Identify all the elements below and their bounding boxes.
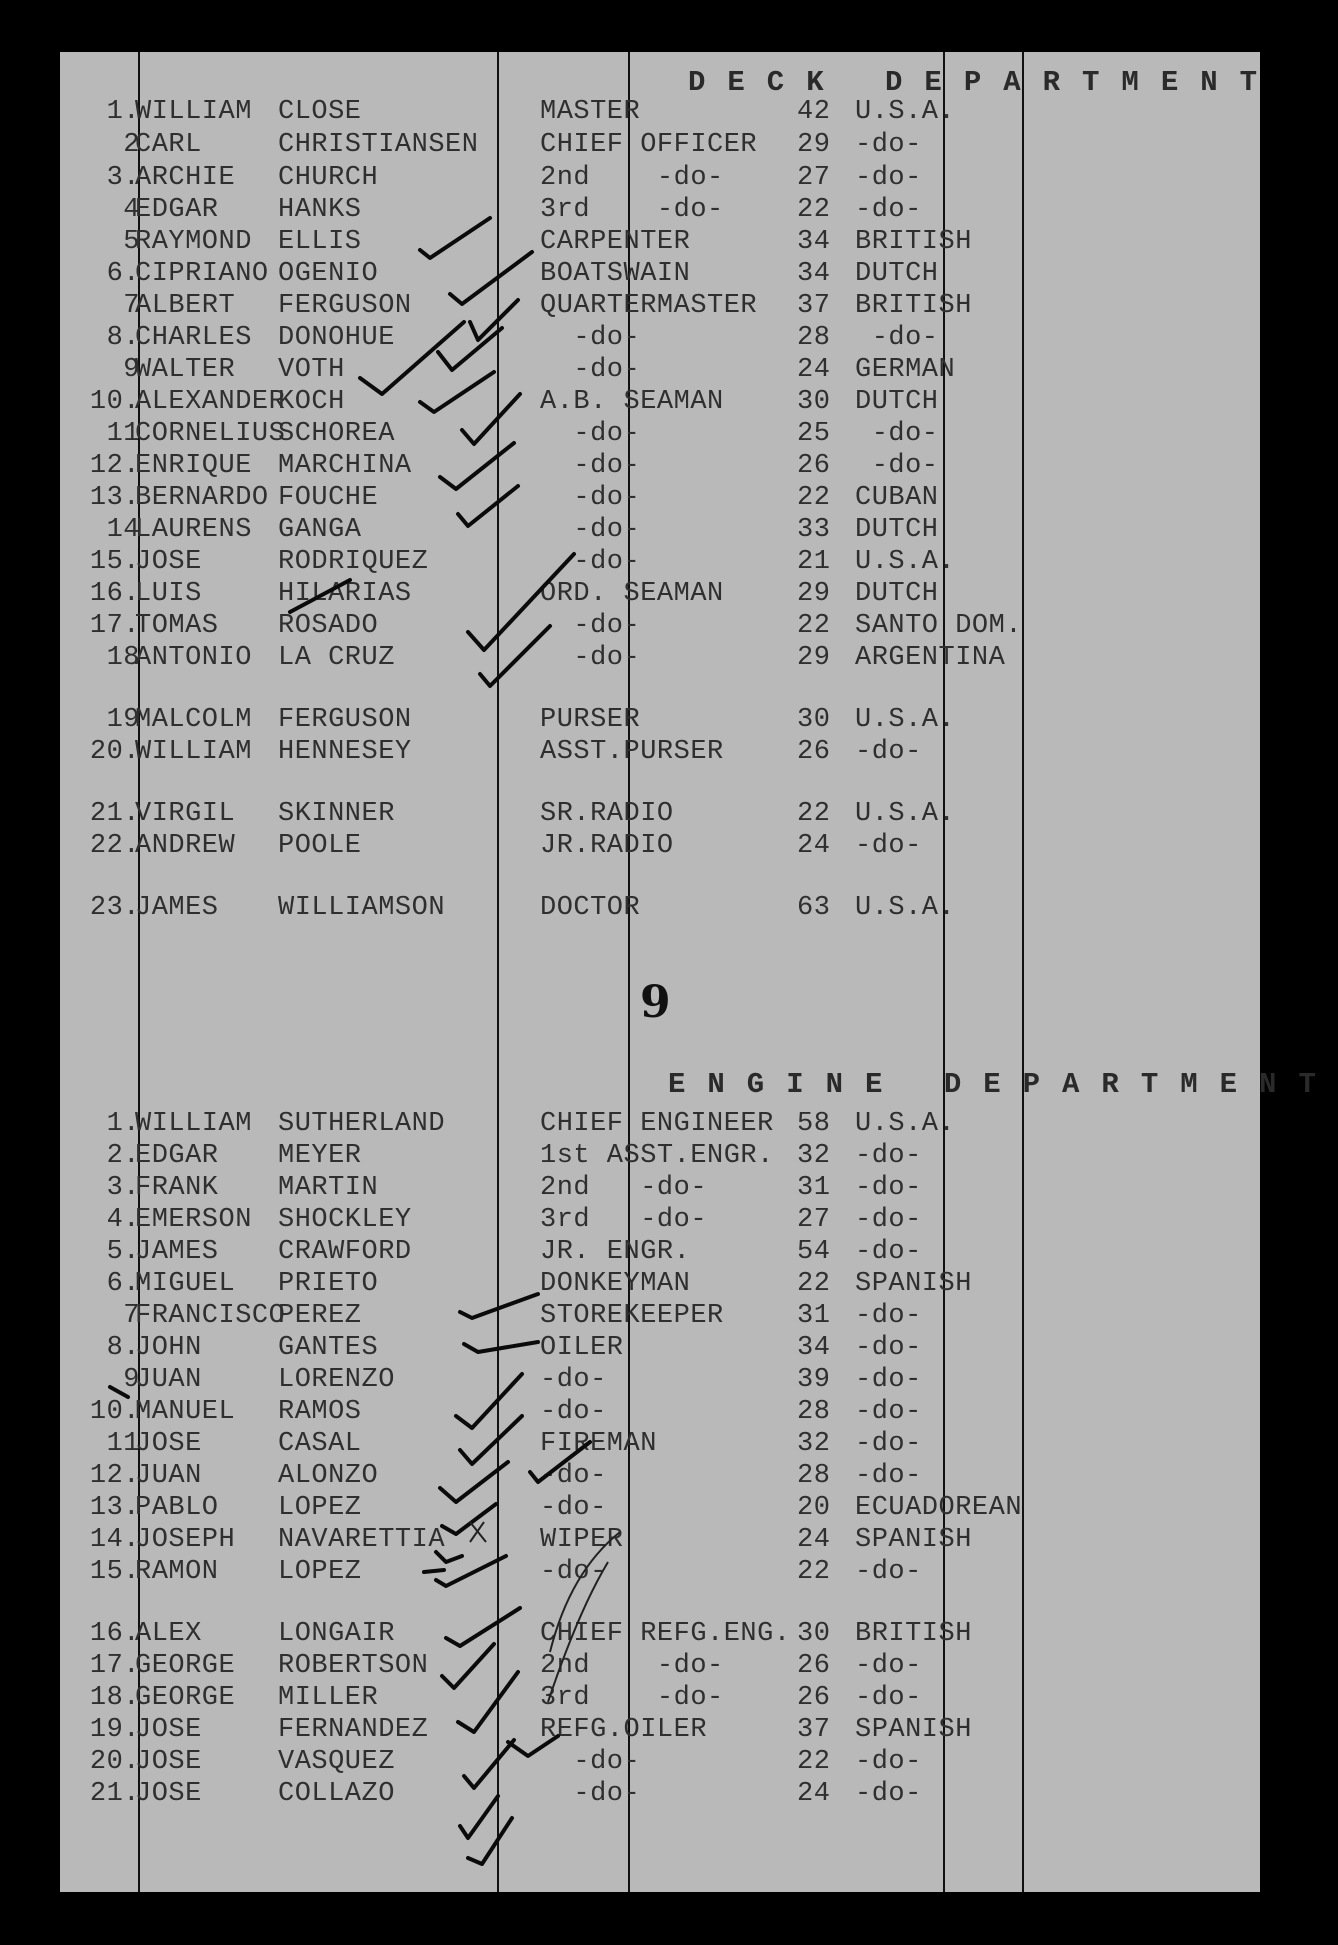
crew-first-name: JAMES <box>135 893 219 923</box>
crew-rating: REFG.OILER <box>540 1715 708 1745</box>
crew-first-name: PABLO <box>135 1493 219 1523</box>
crew-age: 28 <box>797 323 831 353</box>
crew-first-name: RAMON <box>135 1557 219 1587</box>
crew-rating: -do- <box>540 1461 607 1491</box>
crew-nationality: -do- <box>855 1557 922 1587</box>
crew-first-name: JOSE <box>135 1747 202 1777</box>
crew-rating: -do- <box>540 547 641 577</box>
crew-rating: FIREMAN <box>540 1429 657 1459</box>
crew-age: 31 <box>797 1173 831 1203</box>
crew-last-name: LONGAIR <box>278 1619 395 1649</box>
crew-last-name: RAMOS <box>278 1397 362 1427</box>
crew-first-name: EDGAR <box>135 1141 219 1171</box>
crew-number: 5. <box>106 1237 140 1267</box>
crew-age: 24 <box>797 355 831 385</box>
crew-number: 15. <box>89 1557 140 1587</box>
crew-nationality: SPANISH <box>855 1715 972 1745</box>
crew-nationality: CUBAN <box>855 483 939 513</box>
crew-nationality: DUTCH <box>855 259 939 289</box>
crew-age: 22 <box>797 1557 831 1587</box>
crew-first-name: VIRGIL <box>135 799 236 829</box>
crew-nationality: -do- <box>855 1747 922 1777</box>
crew-rating: WIPER <box>540 1525 624 1555</box>
crew-nationality: U.S.A. <box>855 893 956 923</box>
crew-number: 18. <box>89 1683 140 1713</box>
crew-number: 22. <box>89 831 140 861</box>
deck-department-heading: DECK DEPARTMENT <box>688 66 1280 99</box>
crew-nationality: -do- <box>855 1683 922 1713</box>
crew-age: 34 <box>797 227 831 257</box>
crew-last-name: MARTIN <box>278 1173 379 1203</box>
crew-number: 19. <box>89 1715 140 1745</box>
crew-rating: DOCTOR <box>540 893 641 923</box>
crew-last-name: RODRIQUEZ <box>278 547 429 577</box>
crew-number: 3. <box>106 163 140 193</box>
crew-age: 34 <box>797 1333 831 1363</box>
crew-nationality: ARGENTINA <box>855 643 1006 673</box>
crew-last-name: COLLAZO <box>278 1779 395 1809</box>
crew-nationality: -do- <box>855 1205 922 1235</box>
crew-first-name: MANUEL <box>135 1397 236 1427</box>
crew-number: 11 <box>106 419 140 449</box>
crew-first-name: JOSE <box>135 547 202 577</box>
crew-last-name: WILLIAMSON <box>278 893 446 923</box>
crew-rating: 3rd -do- <box>540 1205 708 1235</box>
crew-number: 23. <box>89 893 140 923</box>
crew-rating: PURSER <box>540 705 641 735</box>
crew-number: 13. <box>89 483 140 513</box>
crew-age: 22 <box>797 799 831 829</box>
crew-first-name: BERNARDO <box>135 483 269 513</box>
crew-last-name: KOCH <box>278 387 345 417</box>
crew-first-name: JOSE <box>135 1779 202 1809</box>
crew-first-name: ANTONIO <box>135 643 252 673</box>
crew-number: 4 <box>123 195 140 225</box>
crew-age: 22 <box>797 195 831 225</box>
crew-rating: QUARTERMASTER <box>540 291 758 321</box>
crew-rating: -do- <box>540 1493 607 1523</box>
crew-rating: SR.RADIO <box>540 799 674 829</box>
crew-age: 39 <box>797 1365 831 1395</box>
crew-rating: -do- <box>540 1779 641 1809</box>
crew-nationality: DUTCH <box>855 579 939 609</box>
crew-rating: ASST.PURSER <box>540 737 724 767</box>
crew-first-name: FRANCISCO <box>135 1301 286 1331</box>
crew-rating: A.B. SEAMAN <box>540 387 724 417</box>
crew-first-name: CHARLES <box>135 323 252 353</box>
crew-first-name: ALBERT <box>135 291 236 321</box>
crew-nationality: BRITISH <box>855 1619 972 1649</box>
crew-nationality: -do- <box>855 195 922 225</box>
crew-first-name: FRANK <box>135 1173 219 1203</box>
crew-number: 20. <box>89 737 140 767</box>
crew-age: 37 <box>797 291 831 321</box>
engine-department-heading: ENGINE DEPARTMENT <box>668 1068 1338 1101</box>
crew-age: 20 <box>797 1493 831 1523</box>
crew-rating: ORD. SEAMAN <box>540 579 724 609</box>
crew-rating: -do- <box>540 1397 607 1427</box>
crew-number: 1. <box>106 97 140 127</box>
crew-nationality: -do- <box>855 1397 922 1427</box>
crew-rating: 2nd -do- <box>540 163 724 193</box>
crew-last-name: LOPEZ <box>278 1557 362 1587</box>
crew-age: 33 <box>797 515 831 545</box>
crew-last-name: FERNANDEZ <box>278 1715 429 1745</box>
crew-last-name: VOTH <box>278 355 345 385</box>
crew-rating: -do- <box>540 1365 607 1395</box>
crew-nationality: SANTO DOM. <box>855 611 1023 641</box>
crew-last-name: MARCHINA <box>278 451 412 481</box>
crew-age: 30 <box>797 705 831 735</box>
crew-first-name: ALEXANDER <box>135 387 286 417</box>
crew-rating: -do- <box>540 323 641 353</box>
crew-rating: -do- <box>540 419 641 449</box>
crew-age: 31 <box>797 1301 831 1331</box>
crew-last-name: GANGA <box>278 515 362 545</box>
crew-rating: 3rd -do- <box>540 1683 724 1713</box>
crew-last-name: ELLIS <box>278 227 362 257</box>
crew-nationality: U.S.A. <box>855 97 956 127</box>
crew-age: 22 <box>797 483 831 513</box>
crew-number: 7 <box>123 1301 140 1331</box>
crew-age: 28 <box>797 1397 831 1427</box>
crew-first-name: ALEX <box>135 1619 202 1649</box>
crew-age: 54 <box>797 1237 831 1267</box>
crew-number: 11 <box>106 1429 140 1459</box>
crew-first-name: JOSE <box>135 1715 202 1745</box>
crew-rating: CARPENTER <box>540 227 691 257</box>
crew-nationality: -do- <box>855 1365 922 1395</box>
crew-nationality: BRITISH <box>855 227 972 257</box>
crew-nationality: DUTCH <box>855 515 939 545</box>
crew-number: 14 <box>106 515 140 545</box>
crew-nationality: U.S.A. <box>855 1109 956 1139</box>
crew-nationality: -do- <box>855 163 922 193</box>
crew-rating: JR. ENGR. <box>540 1237 691 1267</box>
crew-rating: 3rd -do- <box>540 195 724 225</box>
crew-age: 22 <box>797 1747 831 1777</box>
crew-rating: MASTER <box>540 97 641 127</box>
crew-last-name: LOPEZ <box>278 1493 362 1523</box>
crew-first-name: WILLIAM <box>135 1109 252 1139</box>
crew-number: 5 <box>123 227 140 257</box>
crew-first-name: JOHN <box>135 1333 202 1363</box>
crew-number: 12. <box>89 1461 140 1491</box>
crew-first-name: ANDREW <box>135 831 236 861</box>
crew-number: 3. <box>106 1173 140 1203</box>
crew-age: 25 <box>797 419 831 449</box>
crew-last-name: PRIETO <box>278 1269 379 1299</box>
crew-first-name: GEORGE <box>135 1651 236 1681</box>
crew-nationality: -do- <box>855 451 939 481</box>
crew-number: 20. <box>89 1747 140 1777</box>
crew-nationality: GERMAN <box>855 355 956 385</box>
crew-age: 30 <box>797 387 831 417</box>
crew-last-name: NAVARETTIA <box>278 1525 446 1555</box>
crew-number: 17. <box>89 1651 140 1681</box>
crew-nationality: -do- <box>855 1141 922 1171</box>
crew-age: 29 <box>797 643 831 673</box>
crew-number: 6. <box>106 1269 140 1299</box>
crew-nationality: -do- <box>855 1237 922 1267</box>
crew-number: 4. <box>106 1205 140 1235</box>
crew-number: 9 <box>123 355 140 385</box>
crew-rating: CHIEF REFG.ENG. <box>540 1619 791 1649</box>
crew-last-name: HENNESEY <box>278 737 412 767</box>
crew-rating: -do- <box>540 451 641 481</box>
crew-number: 16. <box>89 579 140 609</box>
crew-age: 29 <box>797 130 831 160</box>
crew-rating: -do- <box>540 643 641 673</box>
crew-nationality: -do- <box>855 1651 922 1681</box>
crew-first-name: WILLIAM <box>135 97 252 127</box>
crew-nationality: DUTCH <box>855 387 939 417</box>
crew-age: 32 <box>797 1429 831 1459</box>
crew-last-name: LA CRUZ <box>278 643 395 673</box>
crew-nationality: -do- <box>855 1301 922 1331</box>
crew-number: 12. <box>89 451 140 481</box>
handwritten-check-marks <box>60 52 1260 1892</box>
crew-first-name: MIGUEL <box>135 1269 236 1299</box>
crew-age: 26 <box>797 1651 831 1681</box>
crew-rating: JR.RADIO <box>540 831 674 861</box>
crew-first-name: ARCHIE <box>135 163 236 193</box>
crew-nationality: ECUADOREAN <box>855 1493 1023 1523</box>
crew-nationality: -do- <box>855 1461 922 1491</box>
crew-first-name: WILLIAM <box>135 737 252 767</box>
crew-first-name: EDGAR <box>135 195 219 225</box>
crew-rating: 1st ASST.ENGR. <box>540 1141 774 1171</box>
crew-age: 32 <box>797 1141 831 1171</box>
crew-nationality: -do- <box>855 737 922 767</box>
crew-age: 29 <box>797 579 831 609</box>
crew-nationality: U.S.A. <box>855 705 956 735</box>
crew-age: 22 <box>797 611 831 641</box>
crew-nationality: -do- <box>855 130 922 160</box>
crew-nationality: BRITISH <box>855 291 972 321</box>
crew-nationality: SPANISH <box>855 1525 972 1555</box>
crew-nationality: -do- <box>855 323 939 353</box>
crew-rating: 2nd -do- <box>540 1173 708 1203</box>
crew-last-name: CHRISTIANSEN <box>278 130 479 160</box>
crew-last-name: FOUCHE <box>278 483 379 513</box>
crew-number: 18 <box>106 643 140 673</box>
crew-last-name: GANTES <box>278 1333 379 1363</box>
crew-first-name: LAURENS <box>135 515 252 545</box>
crew-number: 6. <box>106 259 140 289</box>
crew-rating: -do- <box>540 1747 641 1777</box>
crew-number: 17. <box>89 611 140 641</box>
crew-number: 9 <box>123 1365 140 1395</box>
crew-rating: -do- <box>540 483 641 513</box>
crew-rating: -do- <box>540 611 641 641</box>
crew-first-name: LUIS <box>135 579 202 609</box>
crew-age: 30 <box>797 1619 831 1649</box>
crew-last-name: MILLER <box>278 1683 379 1713</box>
crew-last-name: HILARIAS <box>278 579 412 609</box>
crew-rating: -do- <box>540 1557 607 1587</box>
crew-last-name: HANKS <box>278 195 362 225</box>
crew-age: 58 <box>797 1109 831 1139</box>
document-sheet <box>60 52 1338 1892</box>
crew-age: 21 <box>797 547 831 577</box>
crew-nationality: -do- <box>855 1173 922 1203</box>
crew-nationality: SPANISH <box>855 1269 972 1299</box>
crew-last-name: CLOSE <box>278 97 362 127</box>
crew-number: 2 <box>123 130 140 160</box>
crew-nationality: -do- <box>855 831 922 861</box>
crew-age: 22 <box>797 1269 831 1299</box>
crew-number: 13. <box>89 1493 140 1523</box>
crew-last-name: CHURCH <box>278 163 379 193</box>
crew-number: 8. <box>106 323 140 353</box>
crew-first-name: JOSE <box>135 1429 202 1459</box>
crew-rating: -do- <box>540 515 641 545</box>
crew-first-name: MALCOLM <box>135 705 252 735</box>
crew-nationality: -do- <box>855 1779 922 1809</box>
crew-age: 26 <box>797 1683 831 1713</box>
crew-nationality: U.S.A. <box>855 799 956 829</box>
crew-last-name: SKINNER <box>278 799 395 829</box>
crew-first-name: JUAN <box>135 1365 202 1395</box>
crew-rating: -do- <box>540 355 641 385</box>
crew-age: 27 <box>797 163 831 193</box>
crew-nationality: -do- <box>855 1333 922 1363</box>
crew-nationality: -do- <box>855 419 939 449</box>
crew-age: 37 <box>797 1715 831 1745</box>
crew-number: 2. <box>106 1141 140 1171</box>
crew-last-name: SCHOREA <box>278 419 395 449</box>
page-number: 9 <box>640 977 671 1028</box>
crew-first-name: CIPRIANO <box>135 259 269 289</box>
crew-last-name: MEYER <box>278 1141 362 1171</box>
crew-last-name: FERGUSON <box>278 705 412 735</box>
crew-rating: 2nd -do- <box>540 1651 724 1681</box>
crew-age: 34 <box>797 259 831 289</box>
crew-age: 27 <box>797 1205 831 1235</box>
crew-last-name: PEREZ <box>278 1301 362 1331</box>
crew-number: 19 <box>106 705 140 735</box>
crew-first-name: JUAN <box>135 1461 202 1491</box>
crew-last-name: ALONZO <box>278 1461 379 1491</box>
crew-number: 7 <box>123 291 140 321</box>
crew-age: 26 <box>797 737 831 767</box>
crew-rating: OILER <box>540 1333 624 1363</box>
crew-last-name: CASAL <box>278 1429 362 1459</box>
crew-age: 26 <box>797 451 831 481</box>
crew-last-name: VASQUEZ <box>278 1747 395 1777</box>
crew-first-name: JAMES <box>135 1237 219 1267</box>
crew-rating: CHIEF ENGINEER <box>540 1109 774 1139</box>
crew-age: 24 <box>797 1525 831 1555</box>
crew-last-name: CRAWFORD <box>278 1237 412 1267</box>
crew-first-name: EMERSON <box>135 1205 252 1235</box>
crew-age: 42 <box>797 97 831 127</box>
crew-age: 24 <box>797 831 831 861</box>
crew-age: 63 <box>797 893 831 923</box>
crew-number: 15. <box>89 547 140 577</box>
crew-rating: STOREKEEPER <box>540 1301 724 1331</box>
crew-last-name: DONOHUE <box>278 323 395 353</box>
crew-rating: CHIEF OFFICER <box>540 130 758 160</box>
crew-last-name: FERGUSON <box>278 291 412 321</box>
crew-age: 28 <box>797 1461 831 1491</box>
crew-number: 14. <box>89 1525 140 1555</box>
crew-rating: DONKEYMAN <box>540 1269 691 1299</box>
crew-first-name: WALTER <box>135 355 236 385</box>
crew-number: 10. <box>89 1397 140 1427</box>
crew-first-name: GEORGE <box>135 1683 236 1713</box>
crew-rating: BOATSWAIN <box>540 259 691 289</box>
crew-first-name: CORNELIUS <box>135 419 286 449</box>
crew-last-name: SHOCKLEY <box>278 1205 412 1235</box>
crew-last-name: SUTHERLAND <box>278 1109 446 1139</box>
crew-number: 8. <box>106 1333 140 1363</box>
crew-number: 16. <box>89 1619 140 1649</box>
crew-first-name: TOMAS <box>135 611 219 641</box>
crew-number: 1. <box>106 1109 140 1139</box>
crew-first-name: ENRIQUE <box>135 451 252 481</box>
crew-last-name: ROSADO <box>278 611 379 641</box>
crew-last-name: ROBERTSON <box>278 1651 429 1681</box>
crew-first-name: RAYMOND <box>135 227 252 257</box>
crew-age: 24 <box>797 1779 831 1809</box>
crew-nationality: -do- <box>855 1429 922 1459</box>
crew-nationality: U.S.A. <box>855 547 956 577</box>
crew-last-name: OGENIO <box>278 259 379 289</box>
crew-first-name: CARL <box>135 130 202 160</box>
crew-number: 21. <box>89 799 140 829</box>
crew-number: 10. <box>89 387 140 417</box>
crew-number: 21. <box>89 1779 140 1809</box>
crew-first-name: JOSEPH <box>135 1525 236 1555</box>
crew-last-name: LORENZO <box>278 1365 395 1395</box>
crew-last-name: POOLE <box>278 831 362 861</box>
